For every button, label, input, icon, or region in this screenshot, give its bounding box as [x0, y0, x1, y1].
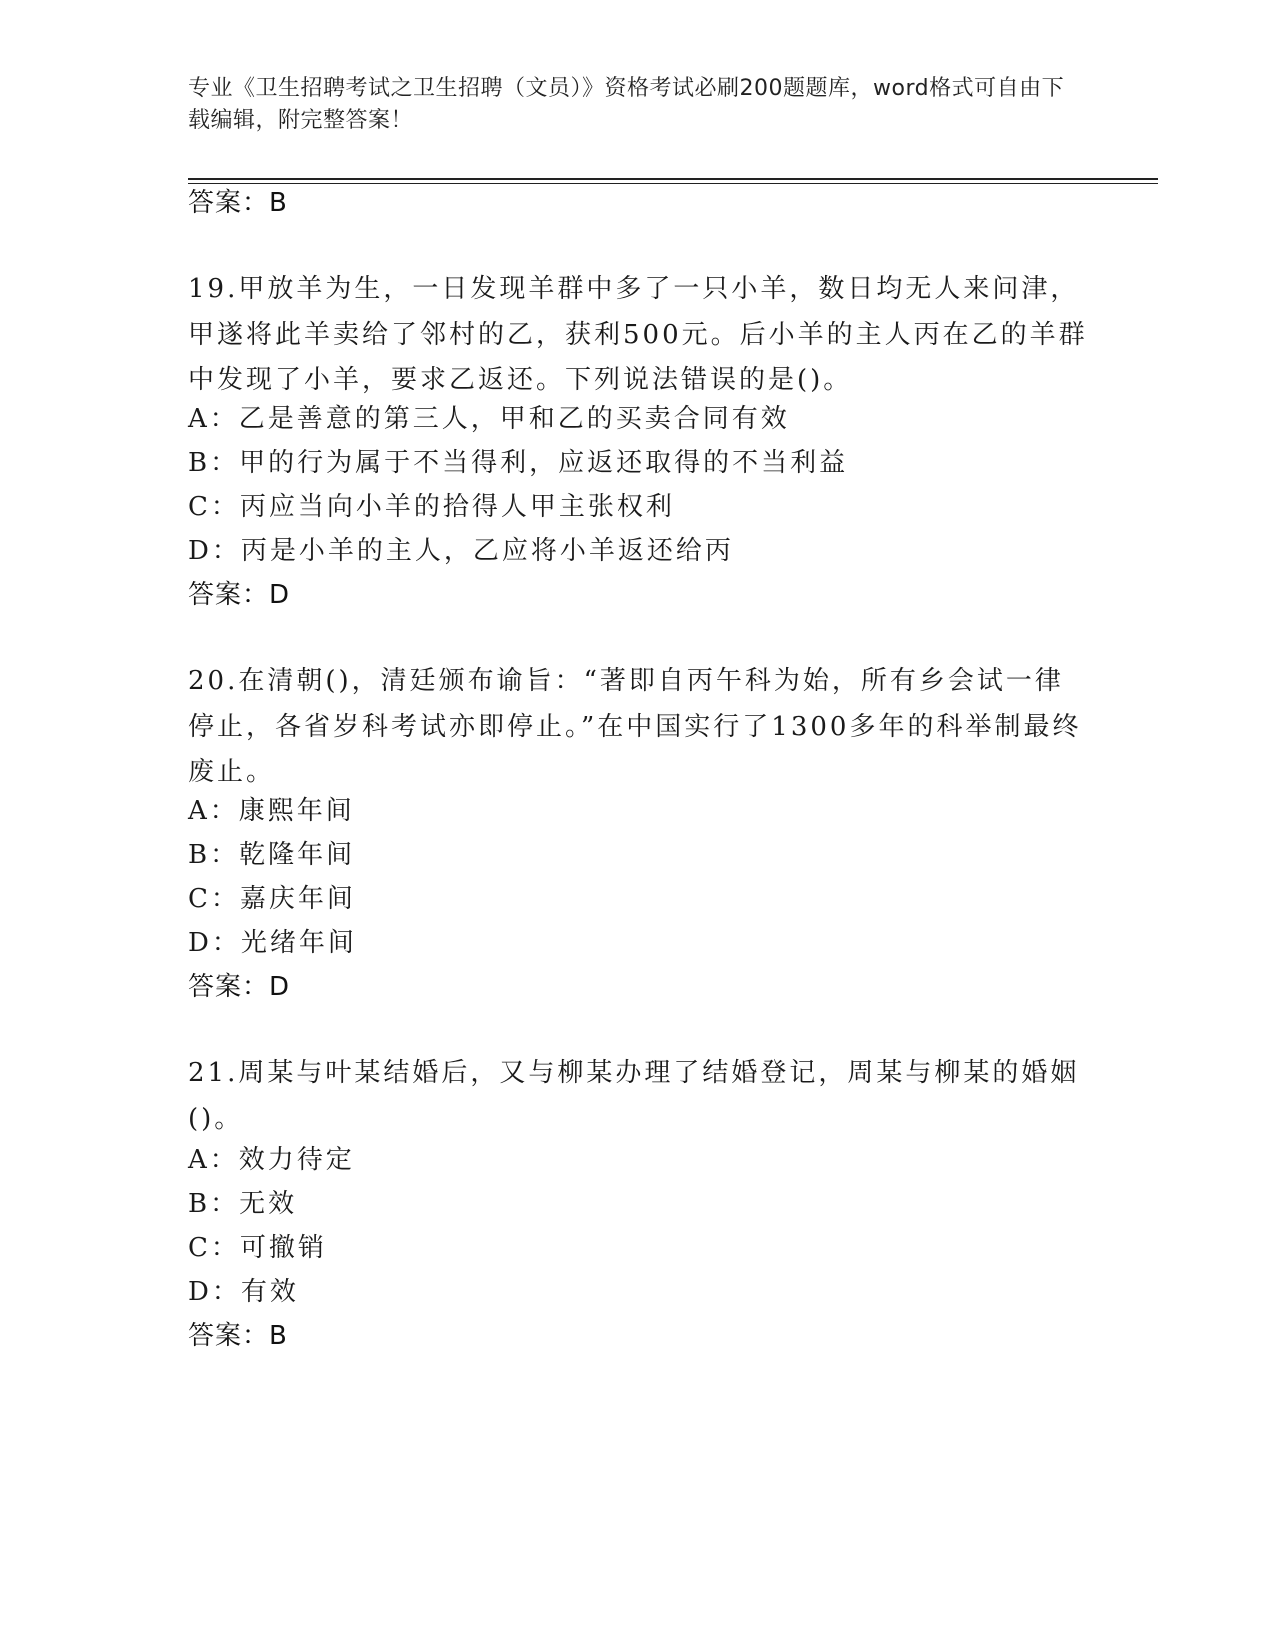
- question-19-option-b: B：甲的行为属于不当得利，应返还取得的不当利益: [188, 448, 849, 478]
- previous-answer: 答案：B: [188, 188, 288, 218]
- question-20-text: 20.在清朝()，清廷颁布谕旨：“著即自丙午科为始，所有乡会试一律停止，各省岁科考试亦即停止。”在中国实行了1300多年的科举制最终废止。: [188, 666, 1082, 787]
- question-20-option-c: C：嘉庆年间: [188, 884, 356, 914]
- question-21-option-b: B：无效: [188, 1189, 298, 1219]
- question-20-option-d: D：光绪年间: [188, 928, 357, 958]
- question-20-option-a: A：康熙年间: [188, 796, 355, 826]
- question-21-text: 21.周某与叶某结婚后，又与柳某办理了结婚登记，周某与柳某的婚姻()。: [188, 1058, 1080, 1134]
- question-21-option-a: A：效力待定: [188, 1145, 355, 1175]
- page-header: 专业《卫生招聘考试之卫生招聘（文员）》资格考试必刷200题题库，word格式可自由下载编辑，附完整答案！: [188, 76, 1065, 133]
- header-divider-thick: [188, 178, 1158, 180]
- question-20-option-b: B：乾隆年间: [188, 840, 356, 870]
- question-19-text: 19.甲放羊为生，一日发现羊群中多了一只小羊，数日均无人来问津，甲遂将此羊卖给了邻村的乙，获利500元。后小羊的主人丙在乙的羊群中发现了小羊，要求乙返还。下列说法错误的是()。: [188, 274, 1088, 395]
- question-19-option-a: A：乙是善意的第三人，甲和乙的买卖合同有效: [188, 404, 790, 434]
- question-19-option-c: C：丙应当向小羊的拾得人甲主张权利: [188, 492, 675, 522]
- header-divider-thin: [188, 183, 1158, 184]
- question-21-answer: 答案：B: [188, 1321, 288, 1351]
- question-20-answer: 答案：D: [188, 972, 291, 1002]
- question-19-answer: 答案：D: [188, 580, 291, 610]
- question-19-option-d: D：丙是小羊的主人，乙应将小羊返还给丙: [188, 536, 734, 566]
- question-21-option-c: C：可撤销: [188, 1233, 327, 1263]
- question-21-option-d: D：有效: [188, 1277, 299, 1307]
